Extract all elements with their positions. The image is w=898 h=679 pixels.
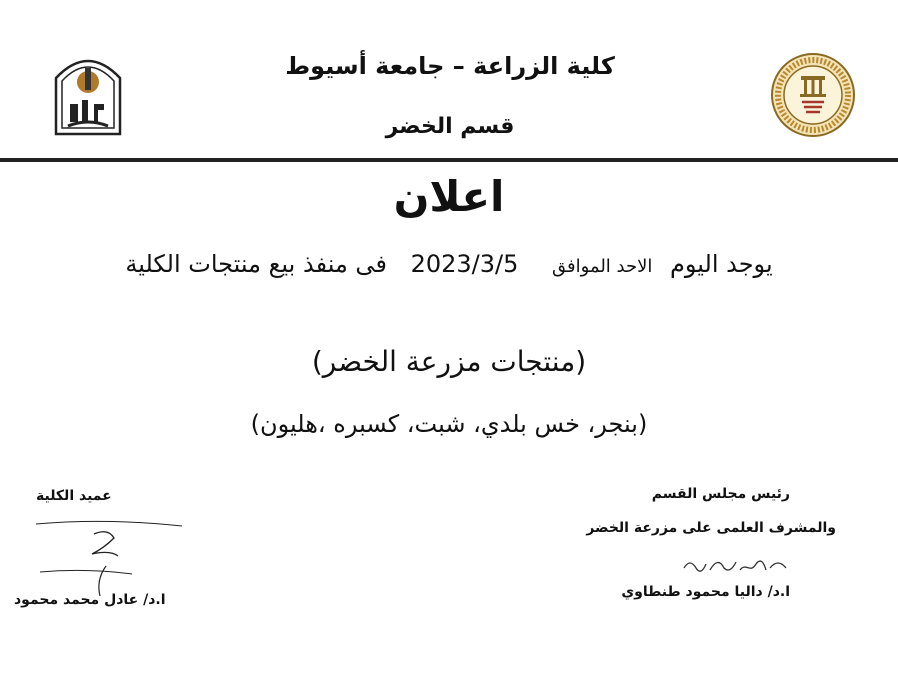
dept-council-head-label: رئيس مجلس القسم: [651, 486, 790, 502]
products-list: (بنجر، خس بلدي، شبت، كسبره ،هليون): [250, 410, 648, 438]
dean-name: ا.د/ عادل محمد محمود: [14, 592, 166, 608]
products-heading: (منتجات مزرعة الخضر): [311, 345, 587, 378]
right-signatory-name: ا.د/ داليا محمود طنطاوي: [621, 584, 790, 600]
university-seal-right: [770, 52, 856, 138]
header-divider: [0, 158, 898, 162]
announcement-day: الاحد الموافق: [552, 256, 653, 277]
faculty-university-title: كلية الزراعة – جامعة أسيوط: [285, 52, 615, 80]
announcement-title: اعلان: [393, 172, 505, 221]
handwritten-signature-right: [680, 550, 790, 580]
announcement-date: 2023/3/5: [410, 250, 519, 278]
dean-label: عميد الكلية: [36, 488, 112, 504]
announcement-line: [0, 250, 898, 278]
announcement-place: فى منفذ بيع منتجات الكلية: [125, 250, 387, 278]
department-title: قسم الخضر: [385, 114, 515, 139]
farm-supervisor-label: والمشرف العلمى على مزرعة الخضر: [586, 520, 836, 536]
announcement-intro: يوجد اليوم: [670, 250, 773, 278]
faculty-logo-left: [50, 44, 126, 136]
